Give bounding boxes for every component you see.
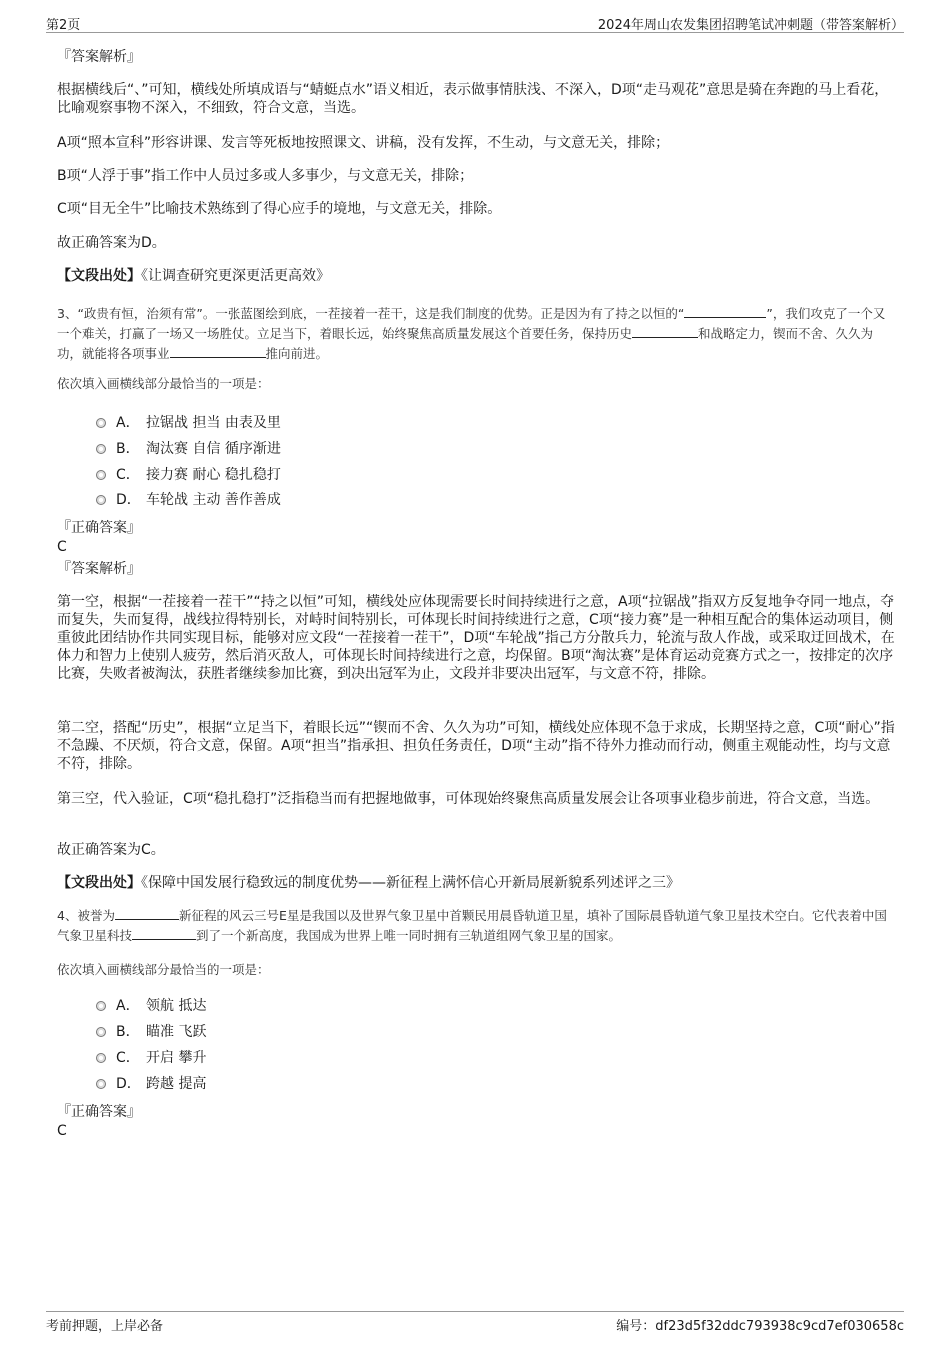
footer-slogan: 考前押题，上岸必备 [46,1319,164,1334]
radio-icon[interactable] [96,1001,106,1011]
analysis-paragraph: 第二空，搭配“历史”，根据“立足当下，着眼长远”“锲而不舍、久久为功”可知，横线处应体现不急于求成，长期坚持之意，C项“耐心”指不急躁、不厌烦，符合文意，保留。A项“担当”指承担、担负任务责任，D项“主动”指不待外力推动而行动，侧重主观能动性，均与文意不符，排除。 [57,720,895,772]
analysis-paragraph: B项“人浮于事”指工作中人员过多或人多事少，与文意无关，排除； [57,168,474,184]
fill-blank [684,305,766,318]
option-a[interactable]: A． 拉锯战 担当 由表及里 [96,414,281,432]
fill-blank [132,927,196,940]
fill-blank [632,325,698,338]
page-header [46,12,904,33]
analysis-label: 『答案解析』 [57,49,141,65]
radio-icon[interactable] [96,1053,106,1063]
option-b[interactable]: B． 淘汰赛 自信 循序渐进 [96,440,281,458]
option-d[interactable]: D． 跨越 提高 [96,1075,206,1093]
answer-conclusion: 故正确答案为D。 [57,235,166,251]
source-line [57,267,897,285]
source-label: 【文段出处】 [57,875,141,891]
option-b[interactable]: B． 瞄准 飞跃 [96,1023,206,1041]
analysis-paragraph: 第三空，代入验证，C项“稳扎稳打”泛指稳当而有把握地做事，可体现始终聚焦高质量发展会让各项事业稳步前进，符合文意，当选。 [57,791,880,807]
question-instruction: 依次填入画横线部分最恰当的一项是： [57,376,270,391]
question-stem: 4、被誉为 新征程的风云三号E星是我国以及世界气象卫星中首颗民用晨昏轨道卫星，填补了国际晨昏轨道气象卫星技术空白。它代表着中国气象卫星科技 到了一个新高度，我国成为世界上唯一同时拥有三轨道组网气象卫星的国家。 [57,908,887,943]
option-c[interactable]: C． 接力赛 耐心 稳扎稳打 [96,466,281,484]
analysis-paragraph: C项“目无全牛”比喻技术熟练到了得心应手的境地，与文意无关，排除。 [57,201,502,217]
radio-icon[interactable] [96,1027,106,1037]
correct-answer: C [57,539,67,555]
document-id: 编号：df23d5f32ddc793938c9cd7ef030658c [616,1319,904,1334]
source-label: 【文段出处】 [57,268,141,284]
document-title: 2024年周山农发集团招聘笔试冲刺题（带答案解析） [597,18,904,33]
analysis-paragraph: A项“照本宣科”形容讲课、发言等死板地按照课文、讲稿，没有发挥，不生动，与文意无关，排除； [57,135,670,151]
source-title: 《让调查研究更深更活更高效》 [141,268,330,284]
answer-conclusion: 故正确答案为C。 [57,842,165,858]
page-footer [46,1311,904,1334]
option-c[interactable]: C． 开启 攀升 [96,1049,206,1067]
correct-answer-label: 『正确答案』 [57,520,141,536]
analysis-paragraph: 根据横线后“、”可知，横线处所填成语与“蜻蜓点水”语义相近，表示做事情肤浅、不深入，D项“走马观花”意思是骑在奔跑的马上看花，比喻观察事物不深入，不细致，符合文意，当选。 [57,82,889,116]
radio-icon[interactable] [96,470,106,480]
option-d[interactable]: D． 车轮战 主动 善作善成 [96,491,281,509]
fill-blank [115,907,179,920]
radio-icon[interactable] [96,444,106,454]
analysis-label: 『答案解析』 [57,561,141,577]
source-line [57,874,897,892]
source-title: 《保障中国发展行稳致远的制度优势——新征程上满怀信心开新局展新貌系列述评之三》 [141,875,680,891]
correct-answer: C [57,1123,67,1139]
page-number: 第2页 [46,18,81,33]
option-a[interactable]: A． 领航 抵达 [96,997,206,1015]
radio-icon[interactable] [96,418,106,428]
question-instruction: 依次填入画横线部分最恰当的一项是： [57,962,270,977]
radio-icon[interactable] [96,1079,106,1089]
correct-answer-label: 『正确答案』 [57,1104,141,1120]
question-stem: 3、“政贵有恒，治须有常”。一张蓝图绘到底，一茬接着一茬干，这是我们制度的优势。正是因为有了持之以恒的“ ”，我们攻克了一个又一个难关，打赢了一场又一场胜仗。立足当下，着眼长远，始终聚焦高质量发展这个首要任务，保持历史 和战略定力，锲而不舍、久久为功，就能将各项事业 推向前进。 [57,306,886,361]
radio-icon[interactable] [96,495,106,505]
analysis-paragraph: 第一空，根据“一茬接着一茬干”“持之以恒”可知，横线处应体现需要长时间持续进行之意，A项“拉锯战”指双方反复地争夺同一地点，夺而复失，失而复得，战线拉得特别长，对峙时间特别长，可体现长时间持续进行之意，C项“接力赛”是一种相互配合的集体运动项目，侧重彼此团结协作共同实现目标，能够对应文段“一茬接着一茬干”，D项“车轮战”指己方分散兵力，轮流与敌人作战，或采取迂回战术，在体力和智力上使别人疲劳，然后消灭敌人，可体现长时间持续进行之意，均保留。B项“淘汰赛”是体育运动竞赛方式之一，按排定的次序比赛，失败者被淘汰，获胜者继续参加比赛，到决出冠军为止，文段并非要决出冠军，与文意不符，排除。 [57,594,895,682]
fill-blank [170,345,266,358]
